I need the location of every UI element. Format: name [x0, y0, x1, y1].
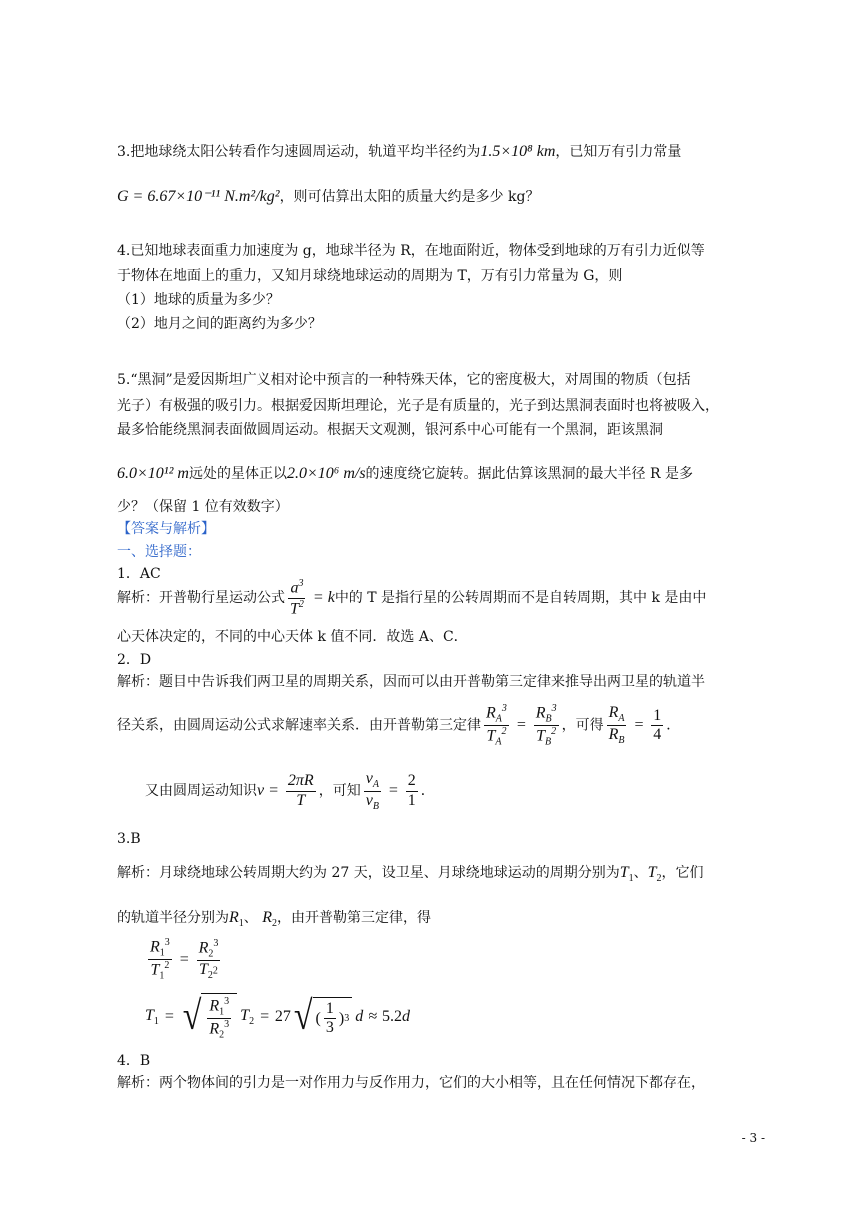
q5-speed: 2.0×10⁶ m/s: [286, 465, 366, 482]
kepler-equation: $\frac{R_1^3}{T_1^2}$ = $\frac{R_2^3}{T_{2^2}}$: [150, 937, 219, 982]
answer-3-text-3: ，由开普勒第三定律，得: [277, 910, 432, 926]
q5-line-2: 光子）有极强的吸引力。根据爱因斯坦理论，光子是有质量的，光子到达黑洞表面时也将被吸入，: [117, 398, 719, 414]
q4-line-1: 4.已知地球表面重力加速度为 g，地球半径为 R，在地面附近，物体受到地球的万有引力近似等: [117, 243, 705, 259]
q3-line-2: [117, 187, 539, 207]
answer-4-line-1: 解析：两个物体间的引力是一对作用力与反作用力，它们的大小相等，且在任何情况下都存在，: [117, 1075, 705, 1091]
page-number: - 3 -: [741, 1131, 765, 1145]
q4-sub-2: （2）地月之间的距离约为多少？: [117, 316, 322, 332]
q5-line-4: [117, 464, 693, 484]
answer-2-line-1: 解析：题目中告诉我们两卫星的周期关系，因而可以由开普勒第三定律来推导出两卫星的轨道半: [117, 674, 705, 690]
q5-distance: 6.0×10¹² m: [117, 465, 189, 482]
q5-line-3: 最多恰能绕黑洞表面做圆周运动。根据天文观测，银河系中心可能有一个黑洞，距该黑洞: [117, 422, 663, 438]
answer-2-text-3: ，可知: [318, 783, 361, 799]
answer-2-line-3: 又由圆周运动知识v = $\frac{2\pi R}{T}$ ，可知 $\frac{v_A}{v_B}$ = $\frac{2}{1}$ ．: [145, 769, 435, 812]
answer-2-line-2: 径关系，由圆周运动公式求解速率关系．由开普勒第三定律 $\frac{R_A^3}{T_A^2}$ = $\frac{R_B^3}{T_B^2}$ ，可得 $\frac{R_A}{R_B}$ = $\frac{1}{4}$ ．: [117, 703, 681, 748]
velocity-formula: $\frac{2\pi R}{T}$: [287, 772, 314, 809]
answer-1-line-2: 心天体决定的，不同的中心天体 k 值不同．故选 A、C．: [117, 629, 468, 645]
answer-2-text-mid: ，可得: [561, 717, 604, 734]
kepler-third-law-b: $\frac{R_B^3}{T_B^2}$: [535, 703, 557, 748]
kepler-formula-fraction: $\frac{a^3}{T^2}$: [290, 578, 304, 618]
velocity-ratio-value: $\frac{2}{1}$: [407, 772, 416, 809]
q5-text-mid: 远处的星体正以: [188, 466, 287, 482]
answer-3-text-post: ，它们: [661, 865, 704, 881]
q4-line-2: 于物体在地面上的重力，又知月球绕地球运动的周期为 T，万有引力常量为 G，则: [117, 268, 623, 284]
q4-sub-1: （1）地球的质量为多少？: [117, 292, 280, 308]
answers-title: 【答案与解析】: [117, 521, 215, 537]
q3-text-post: ，已知万有引力常量: [555, 144, 682, 160]
q3-gravity-constant: G = 6.67×10⁻¹¹ N.m²/kg²: [117, 188, 280, 205]
answers-section: 一、选择题：: [117, 544, 201, 560]
answer-3-label: 3.B: [117, 831, 141, 847]
answer-4-label: 4．B: [117, 1053, 151, 1069]
answer-2-text: 径关系，由圆周运动公式求解速率关系．由开普勒第三定律: [117, 717, 481, 734]
q3-question: ，则可估算出太阳的质量大约是多少 kg？: [279, 189, 540, 205]
answer-1-line-1: 解析：开普勒行星运动公式 $\frac{a^3}{T^2}$ = k中的 T 是指行星的公转周期而不是自转周期，其中 k 是由中: [117, 578, 707, 618]
q5-text-post: 的速度绕它旋转。据此估算该黑洞的最大半径 R 是多: [365, 466, 693, 482]
q5-line-1: 5.“黑洞”是爱因斯坦广义相对论中预言的一种特殊天体，它的密度极大，对周围的物质（包括: [117, 372, 691, 388]
kepler-third-law-a: $\frac{R_A^3}{T_A^2}$: [486, 703, 507, 748]
answer-1-text-post: 中的 T 是指行星的公转周期而不是自转周期，其中 k 是由中: [334, 590, 707, 607]
answer-2-label: 2．D: [117, 652, 152, 668]
answer-3-line-2: 的轨道半径分别为$R_1$、 $R_2$，由开普勒第三定律，得: [117, 909, 432, 930]
answer-1-label: 1．AC: [117, 566, 161, 582]
answer-2-text-2: 又由圆周运动知识: [145, 783, 257, 799]
answer-1-text: 解析：开普勒行星运动公式: [117, 590, 285, 607]
q3-radius-formula: 1.5×10⁸ km: [480, 143, 556, 160]
q3-text: 3.把地球绕太阳公转看作匀速圆周运动，轨道平均半径约为: [117, 144, 481, 160]
q3-line-1: [117, 142, 681, 162]
answer-3-line-1: 解析：月球绕地球公转周期大约为 27 天，设卫星、月球绕地球运动的周期分别为$T_1$、$T_2$，它们: [117, 864, 704, 885]
period-equation: $T_1$ = √ $\frac{R_1^3}{R_2^3}$ $T_2$ = 27 √ ( $\frac{1}{3}$ ) 3 d ≈ 5.2 d: [145, 994, 410, 1041]
answer-3-text: 解析：月球绕地球公转周期大约为 27 天，设卫星、月球绕地球运动的周期分别为: [117, 865, 620, 881]
velocity-ratio: $\frac{v_A}{v_B}$: [365, 769, 379, 812]
radius-ratio: $\frac{R_A}{R_B}$: [608, 704, 625, 747]
q5-line-5: 少？（保留 1 位有效数字）: [117, 499, 289, 515]
radius-ratio-value: $\frac{1}{4}$: [653, 706, 662, 744]
answer-3-text-2: 的轨道半径分别为: [117, 910, 229, 926]
